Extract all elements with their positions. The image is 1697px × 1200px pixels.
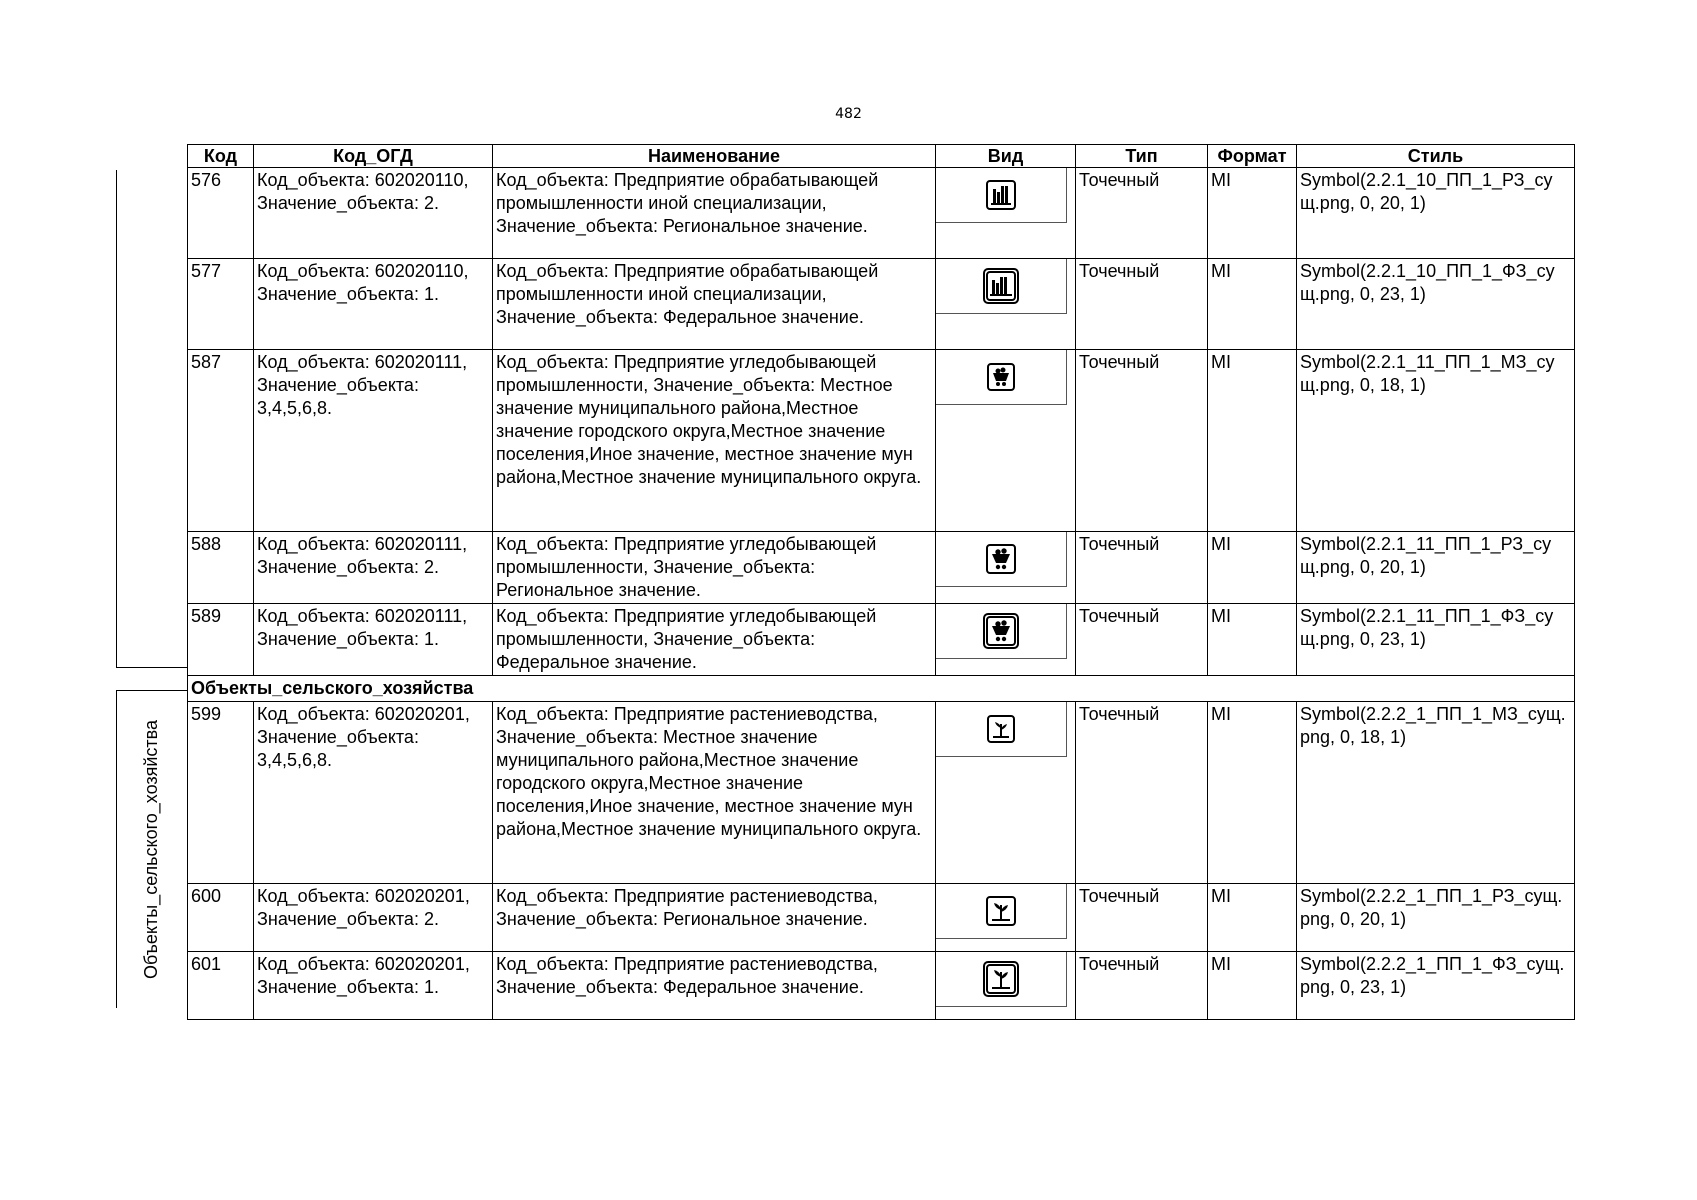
cell-style: Symbol(2.2.1_10_ПП_1_ФЗ_су щ.png, 0, 23, 1) [1297, 259, 1575, 350]
cell-type: Точечный [1076, 532, 1208, 604]
cell-name: Код_объекта: Предприятие растениеводства, Значение_объекта: Региональное значение. [493, 884, 936, 952]
symbol-preview [936, 532, 1067, 587]
cell-name: Код_объекта: Предприятие растениеводства, Значение_объекта: Федеральное значение. [493, 952, 936, 1020]
header-naimenovanie: Наименование [493, 145, 936, 168]
symbol-preview [936, 350, 1067, 405]
cell-name: Код_объекта: Предприятие обрабатывающей промышленности иной специализации, Значение_объекта: Федеральное значение. [493, 259, 936, 350]
symbol-preview [936, 952, 1067, 1007]
table-row [188, 702, 1575, 884]
cell-type: Точечный [1076, 168, 1208, 259]
cell-format: MI [1208, 168, 1297, 259]
header-kod: Код [188, 145, 254, 168]
factory-regional-icon [984, 178, 1018, 212]
cell-vid [936, 884, 1076, 952]
group-bracket-divider [116, 667, 187, 668]
cell-code: 601 [188, 952, 254, 1020]
table-header-row [188, 145, 1575, 168]
cell-format: MI [1208, 532, 1297, 604]
cell-ogd: Код_объекта: 602020201, Значение_объекта: 3,4,5,6,8. [254, 702, 493, 884]
cell-type: Точечный [1076, 259, 1208, 350]
cell-style: Symbol(2.2.1_10_ПП_1_РЗ_су щ.png, 0, 20, 1) [1297, 168, 1575, 259]
cell-style: Symbol(2.2.1_11_ПП_1_МЗ_су щ.png, 0, 18, 1) [1297, 350, 1575, 532]
cell-style: Symbol(2.2.2_1_ПП_1_МЗ_сущ. png, 0, 18, 1) [1297, 702, 1575, 884]
table-row [188, 168, 1575, 259]
cell-code: 587 [188, 350, 254, 532]
coal-cart-federal-icon [982, 612, 1020, 650]
group-bracket-top [116, 170, 117, 667]
cell-vid [936, 168, 1076, 259]
header-tip: Тип [1076, 145, 1208, 168]
cell-ogd: Код_объекта: 602020201, Значение_объекта: 2. [254, 884, 493, 952]
cell-name: Код_объекта: Предприятие угледобывающей промышленности, Значение_объекта: Региональное значение. [493, 532, 936, 604]
table-row [188, 532, 1575, 604]
cell-format: MI [1208, 702, 1297, 884]
cell-code: 576 [188, 168, 254, 259]
cell-style: Symbol(2.2.1_11_ПП_1_РЗ_су щ.png, 0, 20, 1) [1297, 532, 1575, 604]
table-row [188, 259, 1575, 350]
cell-format: MI [1208, 350, 1297, 532]
plant-local-icon [986, 714, 1016, 744]
cell-name: Код_объекта: Предприятие угледобывающей промышленности, Значение_объекта: Местное значение муниципального района,Местное значение городского округа,Местное значение поселения,Иное значение, местное значение мун района,Местное значение муниципального округа. [493, 350, 936, 532]
cell-style: Symbol(2.2.2_1_ПП_1_ФЗ_сущ. png, 0, 23, 1) [1297, 952, 1575, 1020]
header-kod-ogd: Код_ОГД [254, 145, 493, 168]
symbol-preview [936, 604, 1067, 659]
cell-style: Symbol(2.2.1_11_ПП_1_ФЗ_су щ.png, 0, 23, 1) [1297, 604, 1575, 676]
symbol-preview [936, 168, 1067, 223]
cell-code: 600 [188, 884, 254, 952]
cell-ogd: Код_объекта: 602020201, Значение_объекта: 1. [254, 952, 493, 1020]
symbol-preview [936, 259, 1067, 314]
cell-vid [936, 604, 1076, 676]
side-group-label [128, 690, 176, 1008]
factory-federal-icon [982, 267, 1020, 305]
section-title: Объекты_сельского_хозяйства [188, 676, 1575, 702]
cell-format: MI [1208, 884, 1297, 952]
plant-federal-icon [982, 960, 1020, 998]
cell-name: Код_объекта: Предприятие угледобывающей промышленности, Значение_объекта: Федеральное значение. [493, 604, 936, 676]
table-row [188, 604, 1575, 676]
cell-type: Точечный [1076, 604, 1208, 676]
cell-ogd: Код_объекта: 602020111, Значение_объекта: 3,4,5,6,8. [254, 350, 493, 532]
cell-ogd: Код_объекта: 602020111, Значение_объекта: 2. [254, 532, 493, 604]
cell-type: Точечный [1076, 350, 1208, 532]
cell-vid [936, 350, 1076, 532]
page-number: 482 [835, 106, 862, 122]
symbol-preview [936, 884, 1067, 939]
cell-type: Точечный [1076, 884, 1208, 952]
cell-format: MI [1208, 259, 1297, 350]
cell-format: MI [1208, 952, 1297, 1020]
group-bracket-bottom [116, 690, 117, 1008]
header-format: Формат [1208, 145, 1297, 168]
section-row [188, 676, 1575, 702]
cell-name: Код_объекта: Предприятие растениеводства, Значение_объекта: Местное значение муниципального района,Местное значение городского округа,Местное значение поселения,Иное значение, местное значение мун района,Местное значение муниципального округа. [493, 702, 936, 884]
cell-style: Symbol(2.2.2_1_ПП_1_РЗ_сущ. png, 0, 20, 1) [1297, 884, 1575, 952]
coal-cart-local-icon [986, 362, 1016, 392]
plant-regional-icon [984, 894, 1018, 928]
symbol-preview [936, 702, 1067, 757]
cell-type: Точечный [1076, 952, 1208, 1020]
cell-ogd: Код_объекта: 602020110, Значение_объекта: 2. [254, 168, 493, 259]
table-row [188, 952, 1575, 1020]
table-row [188, 884, 1575, 952]
cell-vid [936, 259, 1076, 350]
symbols-table [187, 144, 1575, 1020]
header-stil: Стиль [1297, 145, 1575, 168]
cell-format: MI [1208, 604, 1297, 676]
cell-ogd: Код_объекта: 602020111, Значение_объекта: 1. [254, 604, 493, 676]
cell-code: 588 [188, 532, 254, 604]
coal-cart-regional-icon [984, 542, 1018, 576]
cell-ogd: Код_объекта: 602020110, Значение_объекта: 1. [254, 259, 493, 350]
table-row [188, 350, 1575, 532]
cell-code: 599 [188, 702, 254, 884]
cell-vid [936, 702, 1076, 884]
cell-type: Точечный [1076, 702, 1208, 884]
cell-code: 577 [188, 259, 254, 350]
cell-vid [936, 952, 1076, 1020]
cell-name: Код_объекта: Предприятие обрабатывающей промышленности иной специализации, Значение_объекта: Региональное значение. [493, 168, 936, 259]
side-group-label-text: Объекты_сельского_хозяйства [141, 719, 162, 979]
header-vid: Вид [936, 145, 1076, 168]
cell-code: 589 [188, 604, 254, 676]
cell-vid [936, 532, 1076, 604]
